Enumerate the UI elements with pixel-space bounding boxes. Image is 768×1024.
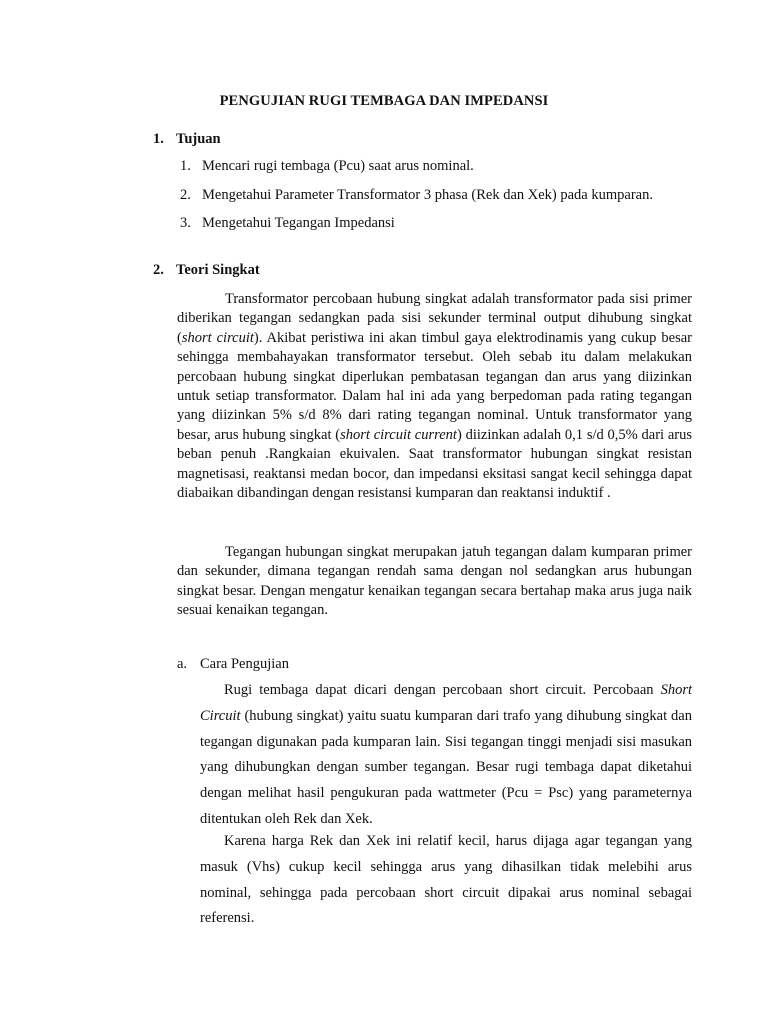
italic-term: short circuit <box>181 329 254 346</box>
section-number: 2. <box>153 262 164 278</box>
section-title: Teori Singkat <box>176 262 260 278</box>
section-number: 1. <box>153 131 164 147</box>
section-heading-teori-singkat <box>153 262 260 279</box>
list-number: 3. <box>180 215 191 231</box>
list-item <box>180 209 653 238</box>
paragraph-cara-2: Karena harga Rek dan Xek ini relatif kecil, harus dijaga agar tegangan yang masuk (Vhs) cukup kecil sehingga arus yang dihasilkan tidak melebihi arus nominal, sehingga pada percobaan short circuit dipakai arus nominal sebagai referensi. <box>200 833 692 927</box>
list-number: 1. <box>180 158 191 174</box>
subsection-heading-cara-pengujian <box>177 656 289 673</box>
list-text: Mencari rugi tembaga (Pcu) saat arus nominal. <box>202 158 474 174</box>
objectives-list <box>180 152 653 238</box>
paragraph-text: ) diizinkan adalah 0,1 s/d 0,5% dari arus beban penuh .Rangkaian ekuivalen. Saat transformator hubungan singkat resistan magnetisasi, reaktansi medan bocor, dan impedansi eksitasi sangat kecil sehingga dapat diabaikan dibandingan dengan resistansi kumparan dan reaktansi induktif . <box>177 426 692 502</box>
paragraph-text: ). Akibat peristiwa ini akan timbul gaya elektrodinamis yang cukup besar sehingga membahayakan transformator tersebut. Oleh sebab itu dalam melakukan percobaan hubung singkat diperlukan pembatasan tegangan dan arus yang diizinkan untuk setiap transformator. Dalam hal ini ada yang berpedoman pada rating tegangan yang diizinkan 5% s/d 8% dari rating tegangan nominal. Untuk transformator yang besar, arus hubung singkat ( <box>177 329 692 443</box>
paragraph-text: (hubung singkat) yaitu suatu kumparan dari trafo yang dihubung singkat dan tegangan digunakan pada kumparan lain. Sisi tegangan tinggi menjadi sisi masukan yang dihubungkan dengan sumber tegangan. Besar rugi tembaga dapat diketahui dengan melihat hasil pengukuran pada wattmeter (Pcu = Psc) yang parameternya ditentukan oleh Rek dan Xek. <box>200 707 692 827</box>
italic-term: Short Circuit <box>200 682 692 724</box>
subsection-label: a. <box>177 656 188 672</box>
section-title: Tujuan <box>176 131 221 147</box>
paragraph-text: Rugi tembaga dapat dicari dengan percobaan short circuit. Percobaan <box>224 682 661 698</box>
list-text: Mengetahui Tegangan Impedansi <box>202 215 395 231</box>
paragraph-text: Transformator percobaan hubung singkat adalah transformator pada sisi primer diberikan tegangan sedangkan pada sisi sekunder terminal output dihubung singkat ( <box>177 291 692 346</box>
section-heading-tujuan <box>153 131 221 148</box>
italic-term: short circuit current <box>340 426 457 443</box>
list-item <box>180 181 653 210</box>
list-item <box>180 152 653 181</box>
page-title: PENGUJIAN RUGI TEMBAGA DAN IMPEDANSI <box>219 93 549 109</box>
subsection-title: Cara Pengujian <box>200 656 289 672</box>
paragraph-cara-1 <box>200 678 692 833</box>
paragraph-teori-2: Tegangan hubungan singkat merupakan jatuh tegangan dalam kumparan primer dan sekunder, dimana tegangan rendah sama dengan nol sedangkan arus hubungan singkat besar. Dengan mengatur kenaikan tegangan secara bertahap maka arus juga naik sesuai kenaikan tegangan. <box>177 544 692 619</box>
list-number: 2. <box>180 186 191 203</box>
paragraph-teori-1 <box>177 290 692 503</box>
list-text: Mengetahui Parameter Transformator 3 phasa (Rek dan Xek) pada kumparan. <box>202 186 653 203</box>
